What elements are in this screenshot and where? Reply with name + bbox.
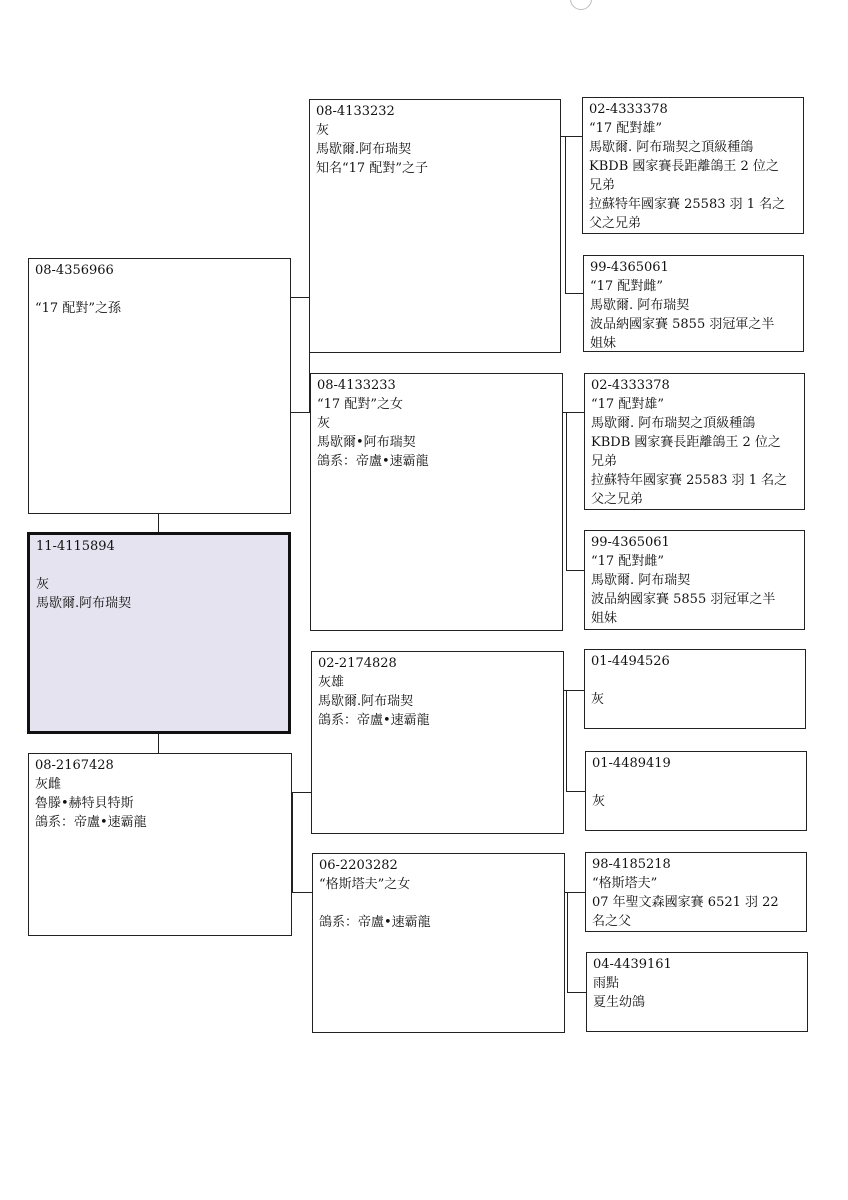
ggp-card-5[interactable]: 01-4494526 灰	[584, 649, 806, 729]
pedigree-note: “17 配對”之孫	[35, 301, 121, 316]
connector-sire-dam-arm	[291, 412, 310, 413]
connector-gp2-bracket	[566, 412, 567, 570]
ring-number: 04-4439161	[593, 957, 672, 972]
connector-sire-grandparents	[291, 297, 309, 298]
dam-sire-card[interactable]: 02-2174828 灰雄 馬歇爾.阿布瑞契 鴿系：帝盧•速霸龍	[311, 651, 564, 834]
breeder: 馬歇爾.阿布瑞契	[36, 596, 132, 611]
ring-number: 98-4185218	[592, 857, 671, 872]
breeder: 魯滕•赫特貝特斯	[35, 796, 134, 811]
connector-dam-dam-arm	[292, 892, 312, 893]
ring-number: 08-2167428	[35, 758, 114, 773]
connector-subject-dam	[158, 734, 159, 753]
ggp-card-6[interactable]: 01-4489419 灰	[585, 751, 807, 831]
connector-gp4-arm	[567, 992, 586, 993]
ring-number: 02-4333378	[589, 102, 668, 117]
connector-dam-grandparents-bracket	[292, 792, 293, 892]
ggp-card-8[interactable]: 04-4439161 雨點 夏生幼鴿	[586, 952, 808, 1032]
connector-gp1-arm	[565, 293, 583, 294]
dam-dam-card[interactable]: 06-2203282 “格斯塔夫”之女 鴿系：帝盧•速霸龍	[312, 853, 565, 1033]
punch-hole	[570, 0, 592, 10]
ggp-card-3[interactable]: 02-4333378 “17 配對雄” 馬歇爾. 阿布瑞契之頂級種鴿 KBDB 國家賽長距離鴿王 2 位之 兄弟 拉蘇特年國家賽 25583 羽 1 名之 父之兄弟	[584, 373, 805, 510]
dam-card[interactable]	[28, 753, 292, 936]
ggp-card-7[interactable]: 98-4185218 “格斯塔夫” 07 年聖文森國家賽 6521 羽 22 名之父	[585, 852, 807, 932]
connector-gp3	[564, 690, 584, 691]
color: 灰	[36, 577, 50, 592]
ring-number: 08-4133232	[316, 104, 395, 119]
connector-gp4-bracket	[567, 892, 568, 992]
ring-number: 01-4494526	[591, 654, 670, 669]
ring-number: 06-2203282	[319, 858, 398, 873]
sire-dam-card[interactable]: 08-4133233 “17 配對”之女 灰 馬歇爾•阿布瑞契 鴿系：帝盧•速霸龍	[310, 373, 563, 631]
connector-dam-grandparents	[292, 792, 311, 793]
connector-gp1-bracket	[565, 136, 566, 293]
ring-number: 01-4489419	[592, 756, 671, 771]
ring-number: 02-4333378	[591, 378, 670, 393]
ring-number: 08-4133233	[317, 378, 396, 393]
ring-number: 99-4365061	[590, 260, 669, 275]
connector-gp3-bracket	[566, 690, 567, 791]
bloodline: 鴿系：帝盧•速霸龍	[35, 815, 147, 830]
subject-card[interactable]	[27, 532, 291, 734]
ggp-card-2[interactable]: 99-4365061 “17 配對雌” 馬歇爾. 阿布瑞契 波品納國家賽 5855 羽冠軍之半 姐妹	[583, 255, 804, 352]
ggp-card-1[interactable]: 02-4333378 “17 配對雄” 馬歇爾. 阿布瑞契之頂級種鴿 KBDB 國家賽長距離鴿王 2 位之 兄弟 拉蘇特年國家賽 25583 羽 1 名之 父之兄弟	[582, 97, 804, 234]
connector-subject-sire	[158, 514, 159, 532]
sire-sire-card[interactable]: 08-4133232 灰 馬歇爾.阿布瑞契 知名“17 配對”之子	[309, 99, 561, 353]
ring-number: 08-4356966	[35, 263, 114, 278]
ring-number: 11-4115894	[36, 539, 115, 554]
connector-sire-grandparents-bracket	[309, 297, 310, 412]
ring-number: 99-4365061	[591, 535, 670, 550]
ggp-card-4[interactable]: 99-4365061 “17 配對雌” 馬歇爾. 阿布瑞契 波品納國家賽 5855 羽冠軍之半 姐妹	[584, 530, 805, 630]
connector-gp4	[565, 892, 585, 893]
connector-gp3-arm	[566, 791, 585, 792]
ring-number: 02-2174828	[318, 656, 397, 671]
color: 灰雌	[35, 777, 62, 792]
sire-card[interactable]	[28, 258, 291, 514]
connector-gp2-arm	[566, 570, 584, 571]
